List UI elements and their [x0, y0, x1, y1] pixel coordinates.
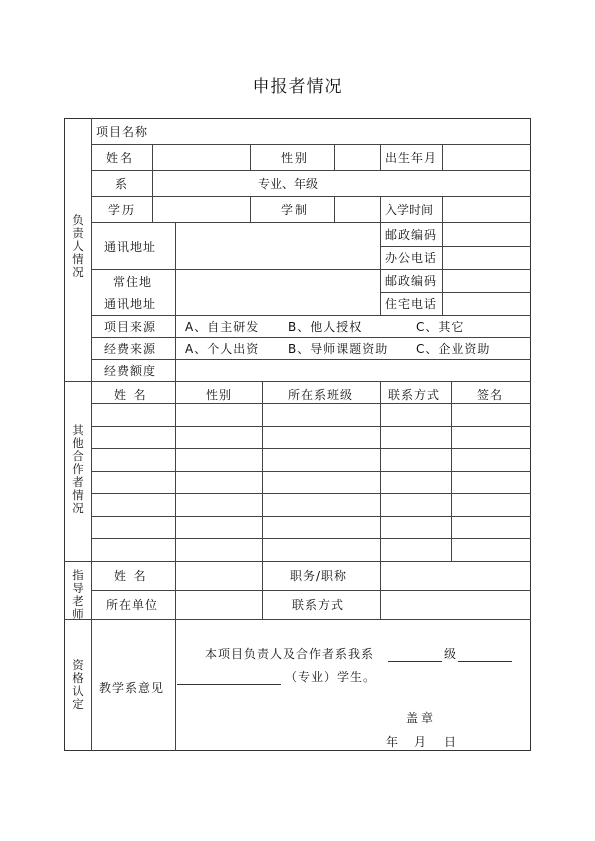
coop-header-contact: 联系方式 — [388, 388, 441, 402]
label-major-grade: 专业、年级 — [258, 177, 319, 191]
row-line — [91, 315, 531, 316]
row-line — [91, 590, 531, 591]
row-line — [91, 493, 531, 494]
section-label-qualification: 资格认定 — [72, 658, 84, 711]
row-line — [91, 471, 531, 472]
coop-header-signature: 签名 — [477, 388, 504, 402]
option-source-b: B、他人授权 — [288, 320, 363, 334]
section-line — [64, 561, 531, 562]
col-line — [175, 561, 176, 619]
label-home-phone: 住宅电话 — [385, 297, 438, 311]
row-line — [91, 403, 531, 404]
col-line — [262, 561, 263, 619]
label-home-address-line1: 常住地 — [113, 275, 153, 289]
page-title: 申报者情况 — [252, 77, 343, 97]
col-line — [250, 196, 251, 222]
qual-statement-part1: 本项目负责人及合作者系我系 — [205, 647, 375, 661]
label-fund-source: 经费来源 — [104, 342, 157, 356]
row-line — [91, 170, 531, 171]
label-education: 学历 — [108, 203, 137, 217]
col-line — [442, 144, 443, 170]
label-project-name: 项目名称 — [96, 125, 149, 139]
col-line — [380, 561, 381, 619]
col-line — [380, 381, 381, 561]
row-line — [91, 516, 531, 517]
col-line — [152, 144, 153, 222]
row-line — [380, 246, 531, 247]
col-line — [334, 196, 335, 222]
label-enroll-time: 入学时间 — [385, 203, 434, 217]
coop-header-name: 姓 名 — [114, 388, 146, 402]
label-postcode-1: 邮政编码 — [385, 228, 438, 242]
col-line — [380, 144, 381, 170]
coop-header-class: 所在系班级 — [288, 388, 354, 402]
section-label-leader: 负责人情况 — [72, 213, 84, 279]
label-study-system: 学制 — [281, 203, 310, 217]
section-label-advisor: 指导老师 — [72, 568, 84, 621]
col-line — [442, 196, 443, 315]
col-line — [175, 381, 176, 561]
row-line — [91, 337, 531, 338]
col-line — [250, 144, 251, 170]
label-project-source: 项目来源 — [104, 320, 157, 334]
row-line — [91, 359, 531, 360]
row-line — [91, 196, 531, 197]
qual-statement-major: （专业）学生。 — [285, 670, 377, 684]
label-office-phone: 办公电话 — [385, 251, 438, 265]
label-date-day: 日 — [444, 735, 457, 749]
row-line — [91, 222, 531, 223]
section-line — [64, 619, 531, 620]
label-fund-amount: 经费额度 — [104, 364, 157, 378]
option-source-a: A、自主研发 — [185, 320, 260, 334]
label-mail-address: 通讯地址 — [104, 240, 157, 254]
label-name: 姓名 — [106, 151, 135, 165]
col-line — [334, 144, 335, 170]
label-gender: 性别 — [281, 151, 310, 165]
section-line — [64, 381, 531, 382]
advisor-label-unit: 所在单位 — [106, 598, 159, 612]
label-home-address-line2: 通讯地址 — [104, 297, 157, 311]
coop-header-gender: 性别 — [206, 388, 233, 402]
advisor-label-title: 职务/职称 — [290, 569, 348, 583]
advisor-label-name: 姓 名 — [114, 569, 146, 583]
row-line — [91, 538, 531, 539]
option-source-c: C、其它 — [416, 320, 465, 334]
col-line — [380, 196, 381, 315]
blank-major-field — [177, 670, 281, 685]
blank-grade-field — [388, 647, 442, 662]
row-line — [91, 144, 531, 145]
option-fund-a: A、个人出资 — [185, 342, 260, 356]
section-label-coop: 其他合作者情况 — [72, 423, 84, 515]
label-dept-opinion: 教学系意见 — [99, 681, 165, 695]
label-birth: 出生年月 — [385, 151, 438, 165]
row-line — [91, 269, 531, 270]
label-dept: 系 — [115, 177, 128, 191]
row-line — [380, 292, 531, 293]
blank-dept-field — [458, 647, 512, 662]
label-seal: 盖章 — [406, 711, 437, 725]
col-line — [262, 381, 263, 561]
row-line — [91, 448, 531, 449]
section-label-divider — [91, 118, 92, 751]
option-fund-c: C、企业资助 — [416, 342, 491, 356]
label-date-month: 月 — [414, 735, 427, 749]
col-line — [451, 381, 452, 561]
row-line — [91, 426, 531, 427]
label-postcode-2: 邮政编码 — [385, 274, 438, 288]
option-fund-b: B、导师课题资助 — [288, 342, 389, 356]
qual-statement-grade: 级 — [444, 647, 457, 661]
label-date-year: 年 — [386, 735, 399, 749]
col-line — [175, 222, 176, 381]
col-line — [175, 619, 176, 751]
advisor-label-contact: 联系方式 — [292, 598, 345, 612]
